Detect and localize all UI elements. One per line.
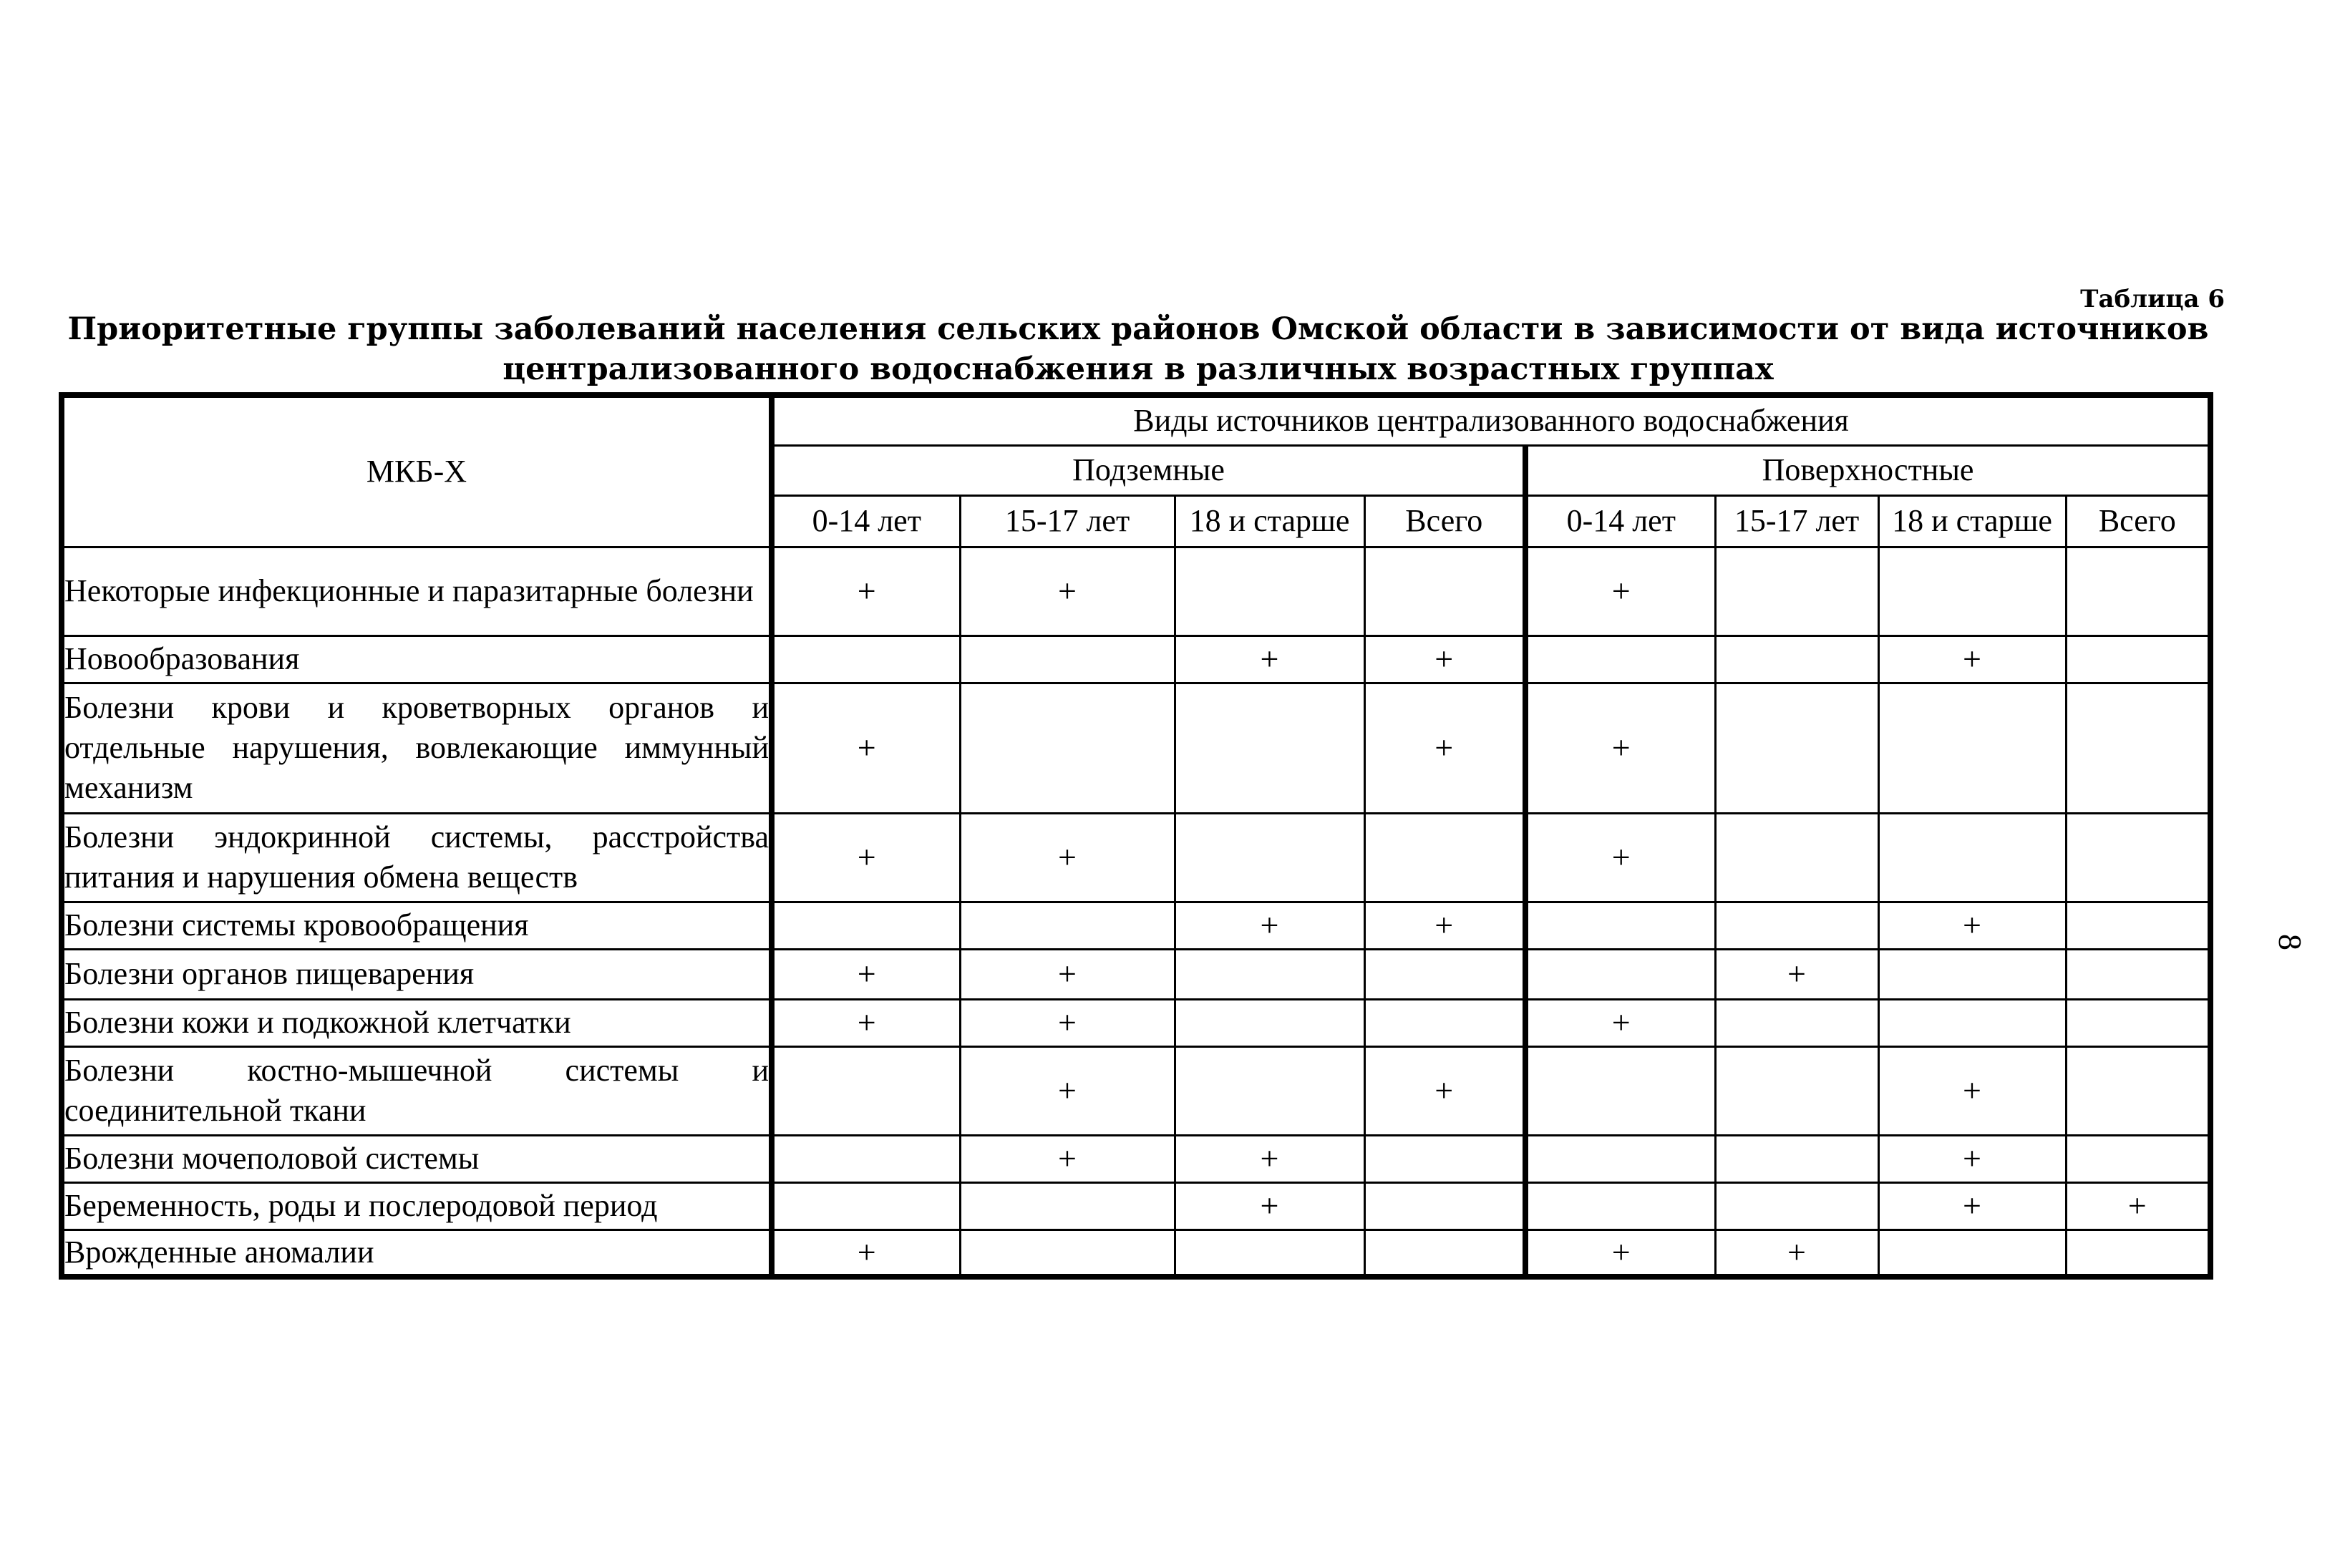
underground-header: Подземные xyxy=(772,445,1525,495)
mark-cell xyxy=(1175,1229,1364,1277)
mark-cell: + xyxy=(1364,902,1525,949)
disease-group-name: Беременность, роды и послеродовой период xyxy=(62,1182,772,1229)
mark-cell xyxy=(1175,949,1364,999)
mark-cell xyxy=(1175,683,1364,813)
mark-cell xyxy=(1715,547,1878,636)
mark-cell: + xyxy=(960,1046,1175,1135)
title-line-1: Приоритетные группы заболеваний населения сельских районов Омской области в зависимости от вида источников xyxy=(67,311,2209,347)
mark-cell xyxy=(1525,902,1715,949)
mark-cell xyxy=(2066,1046,2210,1135)
mark-cell xyxy=(1878,999,2066,1046)
mark-cell xyxy=(1878,547,2066,636)
mark-cell xyxy=(1715,902,1878,949)
age-header: 15-17 лет xyxy=(960,495,1175,547)
mark-cell: + xyxy=(1364,636,1525,683)
mark-cell xyxy=(1525,636,1715,683)
mark-cell: + xyxy=(1175,1135,1364,1182)
mark-cell xyxy=(1525,1046,1715,1135)
mark-cell xyxy=(960,902,1175,949)
mark-cell: + xyxy=(960,547,1175,636)
disease-group-name: Врожденные аномалии xyxy=(62,1229,772,1277)
mark-cell xyxy=(1175,813,1364,902)
mark-cell: + xyxy=(1878,1182,2066,1229)
mark-cell xyxy=(2066,813,2210,902)
mark-cell: + xyxy=(772,547,960,636)
mark-cell: + xyxy=(960,1135,1175,1182)
age-header: 15-17 лет xyxy=(1715,495,1878,547)
mark-cell: + xyxy=(960,999,1175,1046)
mark-cell xyxy=(2066,999,2210,1046)
mark-cell xyxy=(1715,999,1878,1046)
mark-cell xyxy=(1715,1046,1878,1135)
mark-cell xyxy=(1525,949,1715,999)
mark-cell xyxy=(1364,1135,1525,1182)
mark-cell xyxy=(772,1046,960,1135)
mark-cell: + xyxy=(2066,1182,2210,1229)
table-title xyxy=(57,309,2219,389)
page-number: 8 xyxy=(2272,934,2308,950)
mark-cell: + xyxy=(960,949,1175,999)
table-row xyxy=(62,1182,2210,1229)
icd-header: МКБ-Х xyxy=(62,395,772,547)
age-header: 0-14 лет xyxy=(1525,495,1715,547)
mark-cell xyxy=(960,1182,1175,1229)
mark-cell xyxy=(1364,547,1525,636)
mark-cell xyxy=(772,1135,960,1182)
surface-header: Поверхностные xyxy=(1525,445,2210,495)
table-row xyxy=(62,1229,2210,1277)
table-row xyxy=(62,949,2210,999)
table-row xyxy=(62,999,2210,1046)
mark-cell xyxy=(1364,1229,1525,1277)
mark-cell xyxy=(2066,636,2210,683)
mark-cell xyxy=(1175,547,1364,636)
mark-cell xyxy=(1715,683,1878,813)
mark-cell: + xyxy=(1364,683,1525,813)
mark-cell xyxy=(1364,949,1525,999)
title-line-2: централизованного водоснабжения в различных возрастных группах xyxy=(502,351,1774,387)
mark-cell: + xyxy=(772,999,960,1046)
table-row xyxy=(62,813,2210,902)
mark-cell xyxy=(1175,999,1364,1046)
table-row xyxy=(62,636,2210,683)
age-header: 18 и старше xyxy=(1175,495,1364,547)
age-header: Всего xyxy=(1364,495,1525,547)
disease-group-name: Болезни костно-мышечной системы и соединительной ткани xyxy=(62,1046,772,1135)
mark-cell: + xyxy=(772,949,960,999)
disease-group-name: Болезни кожи и подкожной клетчатки xyxy=(62,999,772,1046)
mark-cell: + xyxy=(1878,902,2066,949)
mark-cell: + xyxy=(1364,1046,1525,1135)
mark-cell xyxy=(1878,949,2066,999)
mark-cell xyxy=(1364,1182,1525,1229)
disease-group-name: Болезни крови и кроветворных органов и отдельные нарушения, вовлекающие иммунный механизм xyxy=(62,683,772,813)
mark-cell xyxy=(1878,683,2066,813)
mark-cell: + xyxy=(1525,683,1715,813)
table-row xyxy=(62,1135,2210,1182)
disease-group-name: Болезни мочеполовой системы xyxy=(62,1135,772,1182)
mark-cell xyxy=(1878,813,2066,902)
disease-group-name: Болезни системы кровообращения xyxy=(62,902,772,949)
mark-cell: + xyxy=(1175,636,1364,683)
table-label: Таблица 6 xyxy=(2080,285,2225,313)
mark-cell xyxy=(1364,999,1525,1046)
table-row xyxy=(62,547,2210,636)
mark-cell: + xyxy=(772,683,960,813)
disease-group-name: Некоторые инфекционные и паразитарные болезни xyxy=(62,547,772,636)
mark-cell xyxy=(2066,1229,2210,1277)
mark-cell: + xyxy=(1175,902,1364,949)
age-header: Всего xyxy=(2066,495,2210,547)
mark-cell xyxy=(1878,1229,2066,1277)
mark-cell: + xyxy=(772,1229,960,1277)
table-row xyxy=(62,683,2210,813)
mark-cell xyxy=(772,636,960,683)
table-row xyxy=(62,1046,2210,1135)
mark-cell xyxy=(2066,683,2210,813)
mark-cell xyxy=(2066,949,2210,999)
table-row xyxy=(62,902,2210,949)
age-header: 0-14 лет xyxy=(772,495,960,547)
mark-cell xyxy=(772,902,960,949)
mark-cell xyxy=(1715,813,1878,902)
mark-cell: + xyxy=(1175,1182,1364,1229)
disease-group-name: Болезни эндокринной системы, расстройства питания и нарушения обмена веществ xyxy=(62,813,772,902)
disease-group-name: Новообразования xyxy=(62,636,772,683)
mark-cell xyxy=(1175,1046,1364,1135)
mark-cell xyxy=(1715,636,1878,683)
mark-cell xyxy=(1525,1135,1715,1182)
mark-cell: + xyxy=(772,813,960,902)
mark-cell xyxy=(960,683,1175,813)
mark-cell: + xyxy=(960,813,1175,902)
mark-cell xyxy=(772,1182,960,1229)
mark-cell: + xyxy=(1878,1135,2066,1182)
mark-cell xyxy=(2066,902,2210,949)
mark-cell: + xyxy=(1525,813,1715,902)
mark-cell: + xyxy=(1525,1229,1715,1277)
mark-cell: + xyxy=(1878,636,2066,683)
mark-cell: + xyxy=(1715,949,1878,999)
mark-cell xyxy=(960,636,1175,683)
mark-cell xyxy=(1715,1135,1878,1182)
mark-cell xyxy=(1525,1182,1715,1229)
mark-cell xyxy=(2066,1135,2210,1182)
mark-cell xyxy=(2066,547,2210,636)
mark-cell xyxy=(960,1229,1175,1277)
mark-cell: + xyxy=(1525,999,1715,1046)
sources-header: Виды источников централизованного водоснабжения xyxy=(772,395,2210,445)
mark-cell: + xyxy=(1525,547,1715,636)
disease-priority-table xyxy=(59,392,2213,1280)
mark-cell: + xyxy=(1878,1046,2066,1135)
mark-cell xyxy=(1715,1182,1878,1229)
mark-cell xyxy=(1364,813,1525,902)
mark-cell: + xyxy=(1715,1229,1878,1277)
disease-group-name: Болезни органов пищеварения xyxy=(62,949,772,999)
age-header: 18 и старше xyxy=(1878,495,2066,547)
